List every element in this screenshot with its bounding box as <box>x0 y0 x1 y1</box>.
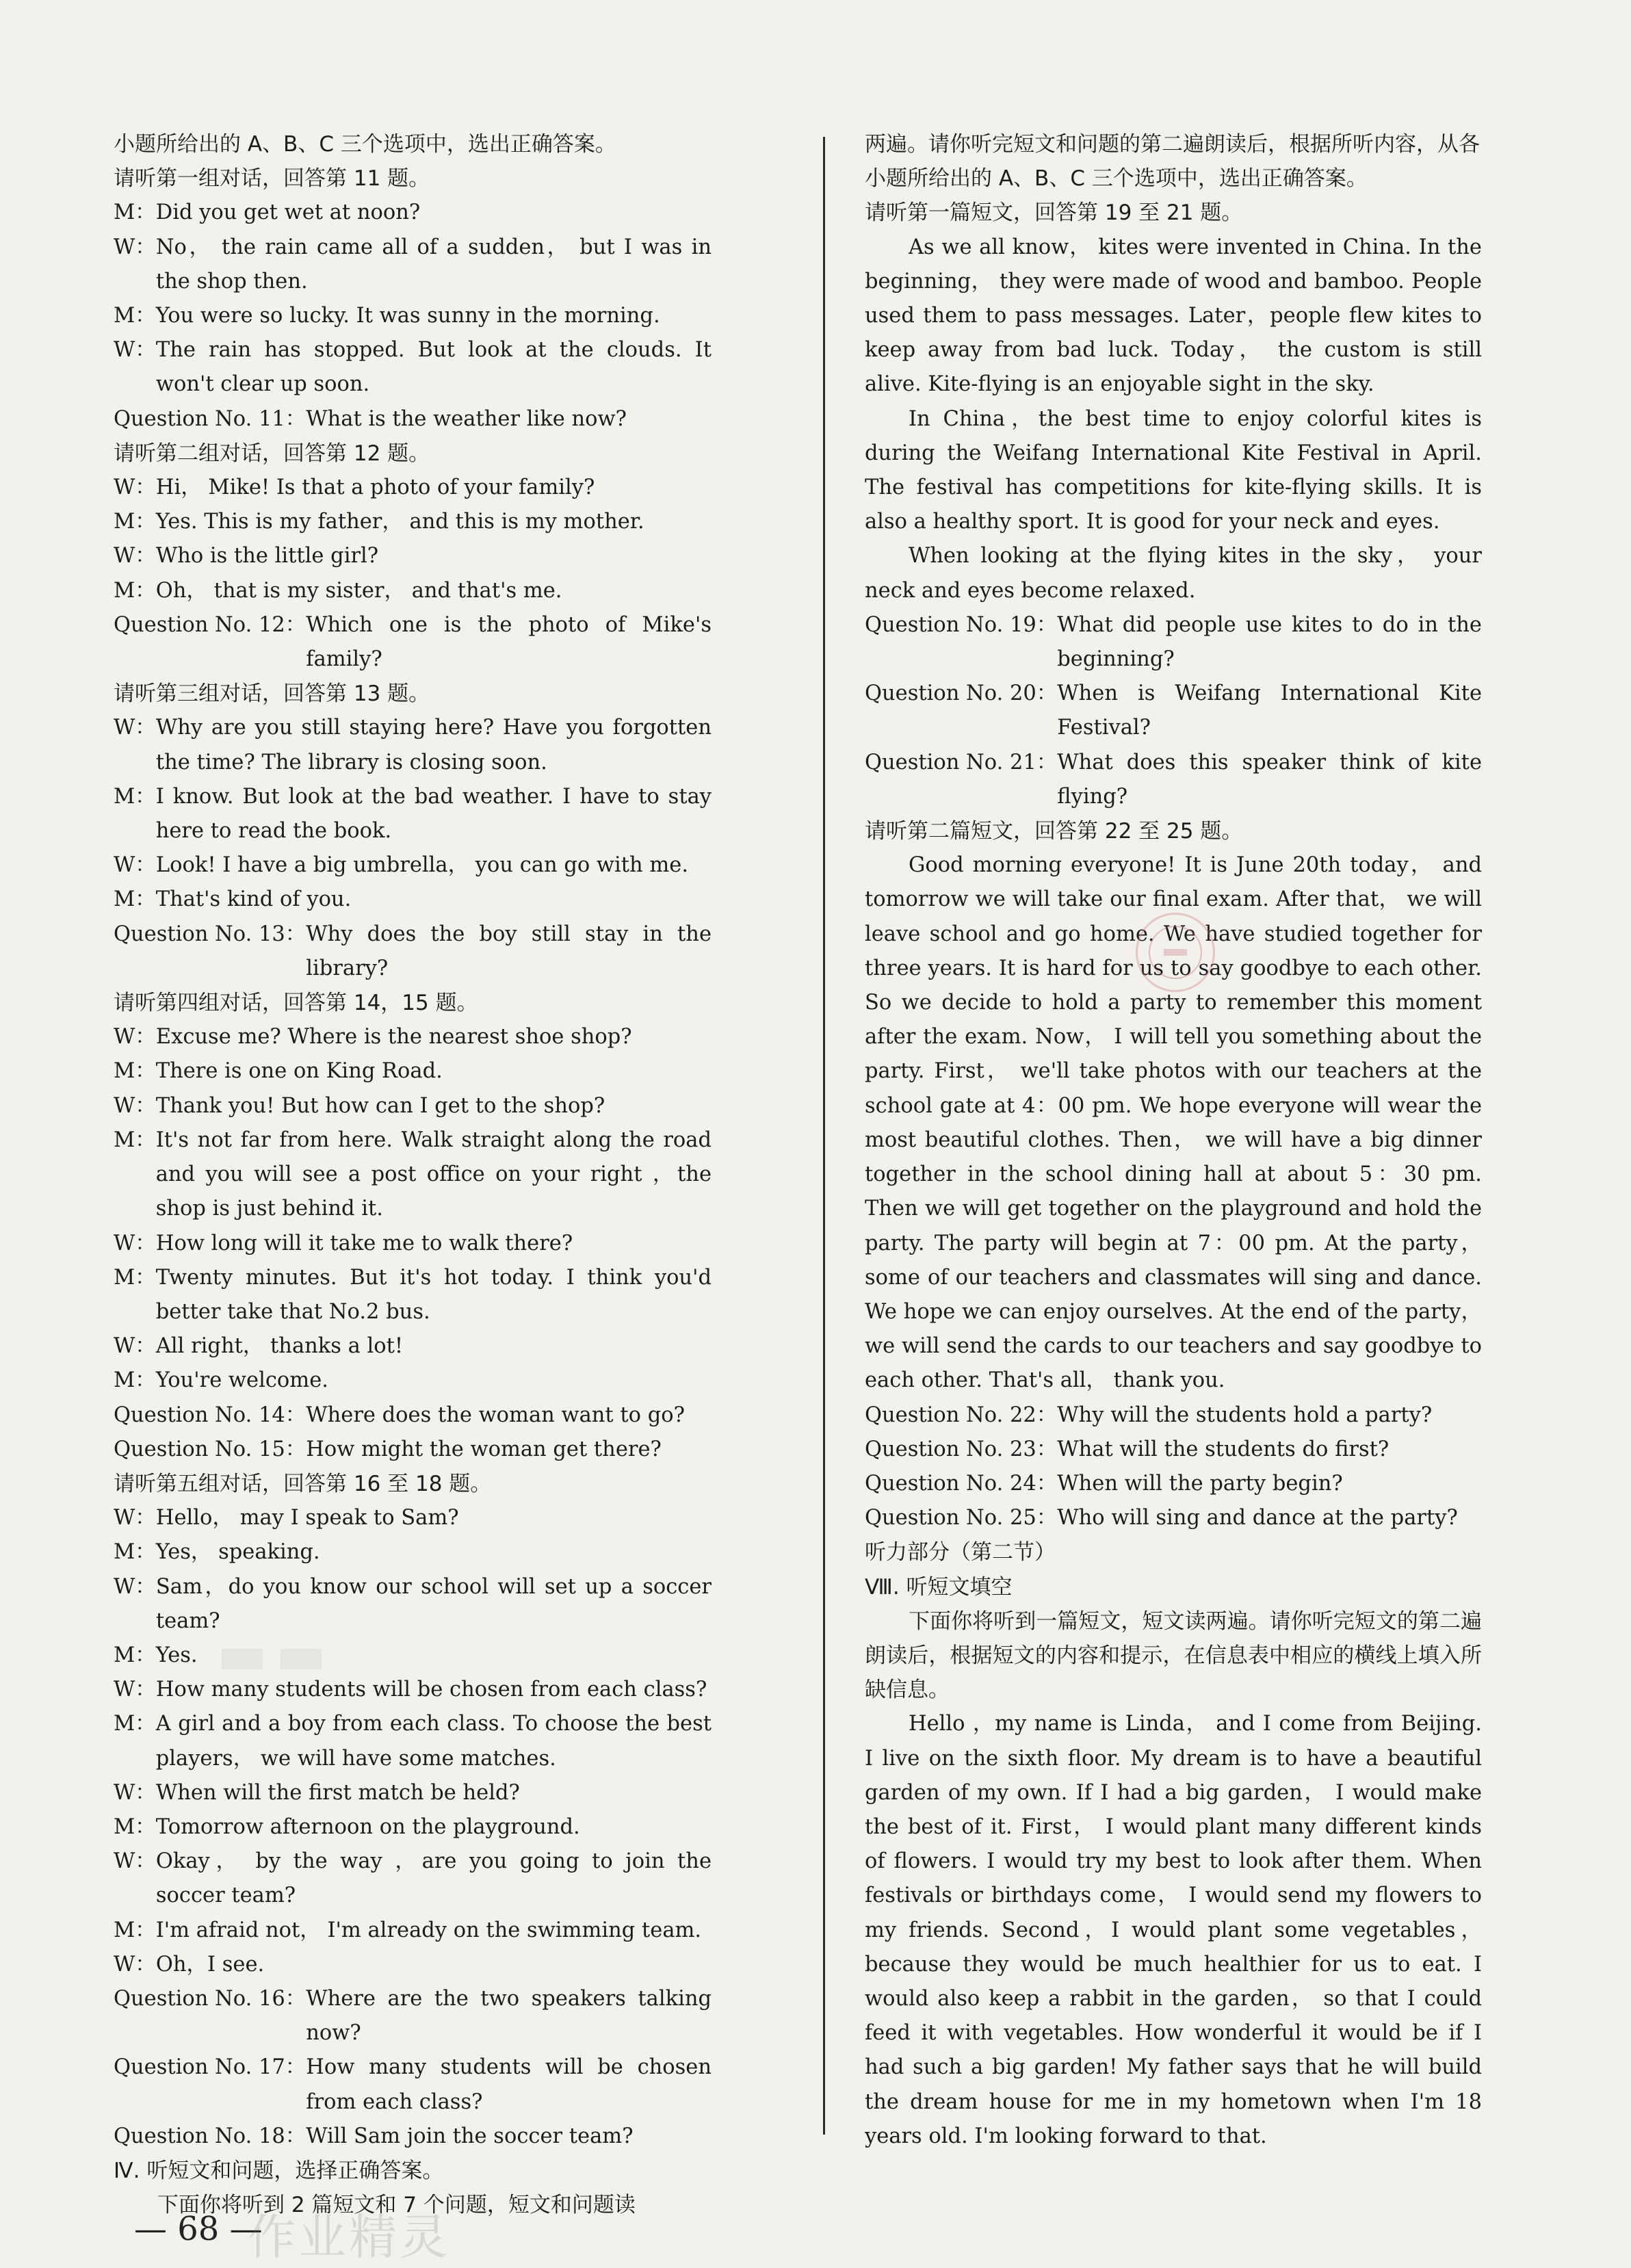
dialogue-text: That's kind of you. <box>155 887 352 912</box>
question-number: Question No. 19： <box>865 612 1058 637</box>
question-number: Question No. 14： <box>114 1403 306 1427</box>
dialogue-text: No， the rain came all of a sudden， but I was in the shop then. <box>155 235 712 294</box>
question-text: Why does the boy still stay in the library? <box>306 922 712 980</box>
stamp-mark <box>1136 913 1215 992</box>
dialogue-text: Okay， by the way ，are you going to join the soccer team? <box>155 1849 712 1908</box>
section-heading: 听力部分（第二节） <box>865 1540 1056 1565</box>
instruction-line: 请听第五组对话，回答第 16 至 18 题。 <box>114 1471 492 1496</box>
dialogue-line <box>114 1776 712 1810</box>
speaker-label: M： <box>114 1128 156 1152</box>
dialogue-text: Oh， that is my sister， and that's me. <box>155 578 562 603</box>
question-number: Question No. 23： <box>865 1437 1058 1461</box>
question-line <box>114 402 712 436</box>
speaker-label: W： <box>114 1334 156 1359</box>
dialogue-line <box>114 1261 712 1329</box>
speaker-label: W： <box>114 1780 156 1805</box>
question-number: Question No. 15： <box>114 1437 306 1461</box>
footer-watermark: 作业精灵 <box>248 2209 450 2265</box>
question-text: When will the party begin? <box>1057 1471 1343 1496</box>
page-number: — 68 — <box>134 2210 263 2248</box>
dialogue-text: You're welcome. <box>155 1368 328 1393</box>
dialogue-line <box>114 1329 712 1364</box>
question-number: Question No. 17： <box>114 2055 306 2080</box>
instruction-paragraph: 下面你将听到一篇短文，短文读两遍。请你听完短文的第二遍朗读后，根据短文的内容和提示，在信息表中相应的横线上填入所缺信息。 <box>865 1608 1482 1703</box>
speaker-label: M： <box>114 200 156 225</box>
speaker-label: M： <box>114 1368 156 1393</box>
dialogue-line <box>114 1707 712 1775</box>
speaker-label: M： <box>114 1265 156 1290</box>
question-line <box>114 917 712 986</box>
question-line <box>865 1467 1482 1501</box>
dialogue-line <box>114 1501 712 1535</box>
question-text: Which one is the photo of Mike's family? <box>306 612 712 672</box>
question-number: Question No. 11： <box>114 406 306 431</box>
speaker-label: W： <box>114 1506 156 1530</box>
dialogue-line <box>114 505 712 539</box>
question-line <box>865 608 1482 677</box>
question-line <box>114 1433 712 1467</box>
instruction-line: 两遍。请你听完短文和问题的第二遍朗读后，根据所听内容，从各小题所给出的 A、B、C 三个选项中，选出正确答案。 <box>865 132 1480 192</box>
dialogue-line <box>114 1089 712 1123</box>
dialogue-text: Hello， may I speak to Sam? <box>155 1506 459 1530</box>
dialogue-text: Sam，do you know our school will set up a soccer team? <box>155 1574 712 1633</box>
dialogue-text: Did you get wet at noon? <box>155 200 421 225</box>
question-text: What did people use kites to do in the beginning? <box>1057 612 1482 672</box>
dialogue-line <box>114 539 712 573</box>
speaker-label: M： <box>114 1059 156 1084</box>
question-line <box>865 1433 1482 1467</box>
question-text: Who will sing and dance at the party? <box>1057 1506 1458 1530</box>
speaker-label: M： <box>114 304 156 328</box>
dialogue-text: Yes. This is my father， and this is my mother. <box>155 510 644 534</box>
instruction-paragraph: 下面你将听到 2 篇短文和 7 个问题，短文和问题读 <box>157 2193 636 2218</box>
left-column <box>114 127 712 2222</box>
speaker-label: M： <box>114 887 156 912</box>
dialogue-text: It's not far from here. Walk straight along the road and you will see a post office on your right ，the shop is just behind it. <box>155 1128 712 1221</box>
dialogue-line <box>114 1948 712 1982</box>
speaker-label: W： <box>114 853 156 878</box>
dialogue-line <box>114 574 712 608</box>
question-number: Question No. 22： <box>865 1403 1058 1427</box>
dialogue-text: I'm afraid not， I'm already on the swimming team. <box>155 1918 702 1942</box>
question-line <box>865 677 1482 745</box>
question-text: How might the woman get there? <box>306 1437 662 1461</box>
passage-paragraph: Hello ，my name is Linda， and I come from Beijing. I live on the sixth floor. My dream is to have a beautiful garden of my own. If I had a big garden， I would make the best of it. First， I would plant many different kinds of flowers. I would try my best to look after them. When festivals or birthdays come， I would send my flowers to my friends. Second，I would plant some vegetables， because they would be much healthier for us to eat. I would also keep a rabbit in the garden， so that I could feed it with vegetables. How wonderful it would be if I had such a big garden! My father says that he will build the dream house for me in my hometown when I'm 18 years old. I'm looking forward to that. <box>865 1712 1482 2148</box>
speaker-label: W： <box>114 1952 156 1977</box>
dialogue-line <box>114 1810 712 1845</box>
dialogue-text: Twenty minutes. But it's hot today. I think you'd better take that No.2 bus. <box>155 1265 712 1324</box>
speaker-label: W： <box>114 1849 156 1874</box>
question-text: What will the students do first? <box>1057 1437 1389 1461</box>
dialogue-text: Excuse me? Where is the nearest shoe shop? <box>155 1025 632 1050</box>
question-text: Why will the students hold a party? <box>1057 1403 1433 1427</box>
question-line <box>114 2050 712 2119</box>
instruction-line: 请听第二篇短文，回答第 22 至 25 题。 <box>865 819 1243 844</box>
speaker-label: W： <box>114 235 156 259</box>
speaker-label: M： <box>114 784 156 809</box>
right-column <box>852 127 1482 2154</box>
dialogue-text: The rain has stopped. But look at the clouds. It won't clear up soon. <box>155 338 712 397</box>
question-text: Will Sam join the soccer team? <box>306 2124 634 2148</box>
question-number: Question No. 20： <box>865 681 1058 706</box>
dialogue-text: Hi， Mike! Is that a photo of your family? <box>155 475 595 500</box>
instruction-line: 小题所给出的 A、B、C 三个选项中，选出正确答案。 <box>114 132 616 157</box>
dialogue-line <box>114 333 712 402</box>
speaker-label: W： <box>114 1678 156 1702</box>
dialogue-line <box>114 711 712 779</box>
dialogue-line <box>114 1639 712 1673</box>
dialogue-text: Thank you! But how can I get to the shop? <box>155 1093 605 1118</box>
question-text: How many students will be chosen from each class? <box>306 2055 712 2114</box>
question-line <box>114 1982 712 2050</box>
speaker-label: M： <box>114 510 156 534</box>
speaker-label: W： <box>114 544 156 569</box>
speaker-label: W： <box>114 1231 156 1255</box>
question-number: Question No. 16： <box>114 1986 306 2011</box>
passage-paragraph: When looking at the flying kites in the sky， your neck and eyes become relaxed. <box>865 544 1482 603</box>
speaker-label: M： <box>114 1540 156 1565</box>
question-text: What is the weather like now? <box>306 406 627 431</box>
dialogue-line <box>114 196 712 230</box>
instruction-line: 请听第二组对话，回答第 12 题。 <box>114 441 430 466</box>
speaker-label: M： <box>114 1814 156 1839</box>
watermark-mid <box>219 1635 383 1693</box>
passage-paragraph: As we all know， kites were invented in China. In the beginning， they were made of wood and bamboo. People used them to pass messages. Later，people flew kites to keep away from bad luck. Today， the custom is still alive. Kite-flying is an enjoyable sight in the sky. <box>865 235 1482 397</box>
dialogue-line <box>114 848 712 883</box>
dialogue-line <box>114 231 712 299</box>
section-heading: Ⅷ. 听短文填空 <box>865 1574 1013 1600</box>
dialogue-text: When will the first match be held? <box>155 1780 520 1805</box>
question-text: What does this speaker think of kite flying? <box>1057 750 1482 809</box>
dialogue-line <box>114 1535 712 1569</box>
speaker-label: M： <box>114 1918 156 1942</box>
dialogue-text: How many students will be chosen from each class? <box>155 1678 707 1702</box>
dialogue-line <box>114 1123 712 1227</box>
dialogue-text: Yes， speaking. <box>155 1540 320 1565</box>
question-line <box>114 2120 712 2154</box>
passage-paragraph: Good morning everyone! It is June 20th today， and tomorrow we will take our final exam. After that， we will leave school and go home. We have studied together for three years. It is hard for us to say goodbye to each other. So we decide to hold a party to remember this moment after the exam. Now， I will tell you something about the party. First， we'll take photos with our teachers at the school gate at 4：00 pm. We hope everyone will wear the most beautiful clothes. Then， we will have a big dinner together in the school dining hall at about 5：30 pm. Then we will get together on the playground and hold the party. The party will begin at 7：00 pm. At the party，some of our teachers and classmates will sing and dance. We hope we can enjoy ourselves. At the end of the party， we will send the cards to our teachers and say goodbye to each other. That's all， thank you. <box>865 853 1482 1393</box>
question-number: Question No. 25： <box>865 1506 1058 1530</box>
dialogue-line <box>114 1845 712 1913</box>
question-line <box>114 608 712 677</box>
question-line <box>865 1398 1482 1433</box>
passage-paragraph: In China，the best time to enjoy colorful kites is during the Weifang International Kite Festival in April. The festival has competitions for kite-flying skills. It is also a healthy sport. It is good for your neck and eyes. <box>865 406 1482 534</box>
question-number: Question No. 13： <box>114 922 306 946</box>
question-text: When is Weifang International Kite Festival? <box>1057 681 1482 740</box>
dialogue-text: Who is the little girl? <box>155 544 379 569</box>
dialogue-text: Why are you still staying here? Have you forgotten the time? The library is closing soon. <box>155 716 712 774</box>
dialogue-line <box>114 1570 712 1639</box>
question-number: Question No. 18： <box>114 2124 306 2148</box>
question-text: Where does the woman want to go? <box>306 1403 685 1427</box>
dialogue-text: How long will it take me to walk there? <box>155 1231 573 1255</box>
dialogue-text: You were so lucky. It was sunny in the morning. <box>155 304 660 328</box>
dialogue-text: Tomorrow afternoon on the playground. <box>155 1814 580 1839</box>
question-line <box>114 1398 712 1433</box>
speaker-label: M： <box>114 1712 156 1736</box>
question-number: Question No. 21： <box>865 750 1058 774</box>
instruction-line: 请听第一组对话，回答第 11 题。 <box>114 166 430 192</box>
dialogue-text: Yes. <box>155 1643 198 1667</box>
watermark-icon <box>219 1635 383 1683</box>
dialogue-line <box>114 471 712 505</box>
section-heading: Ⅳ. 听短文和问题，选择正确答案。 <box>114 2158 444 2183</box>
question-line <box>865 1501 1482 1535</box>
stamp-icon <box>1145 922 1206 983</box>
instruction-line: 请听第四组对话，回答第 14，15 题。 <box>114 991 478 1016</box>
question-line <box>865 746 1482 814</box>
question-number: Question No. 24： <box>865 1471 1058 1496</box>
dialogue-line <box>114 1673 712 1707</box>
instruction-line: 请听第一篇短文，回答第 19 至 21 题。 <box>865 200 1243 226</box>
dialogue-line <box>114 1364 712 1398</box>
speaker-label: W： <box>114 338 156 363</box>
speaker-label: W： <box>114 1574 156 1599</box>
speaker-label: M： <box>114 578 156 603</box>
dialogue-line <box>114 1054 712 1089</box>
dialogue-text: I know. But look at the bad weather. I have to stay here to read the book. <box>155 784 712 844</box>
speaker-label: W： <box>114 1025 156 1050</box>
dialogue-line <box>114 780 712 848</box>
dialogue-line <box>114 299 712 333</box>
column-divider <box>823 137 825 2135</box>
dialogue-text: Look! I have a big umbrella， you can go with me. <box>155 853 689 878</box>
dialogue-line <box>114 1227 712 1261</box>
question-text: Where are the two speakers talking now? <box>306 1986 712 2046</box>
instruction-line: 请听第三组对话，回答第 13 题。 <box>114 681 430 707</box>
question-number: Question No. 12： <box>114 612 306 637</box>
speaker-label: W： <box>114 475 156 500</box>
dialogue-text: Oh，I see. <box>155 1952 265 1977</box>
speaker-label: M： <box>114 1643 156 1667</box>
dialogue-text: There is one on King Road. <box>155 1059 443 1084</box>
dialogue-text: All right， thanks a lot! <box>155 1334 404 1359</box>
dialogue-text: A girl and a boy from each class. To choose the best players， we will have some matches. <box>155 1712 712 1771</box>
speaker-label: W： <box>114 1093 156 1118</box>
dialogue-line <box>114 1914 712 1948</box>
dialogue-line <box>114 1020 712 1054</box>
dialogue-line <box>114 883 712 917</box>
speaker-label: W： <box>114 716 156 740</box>
